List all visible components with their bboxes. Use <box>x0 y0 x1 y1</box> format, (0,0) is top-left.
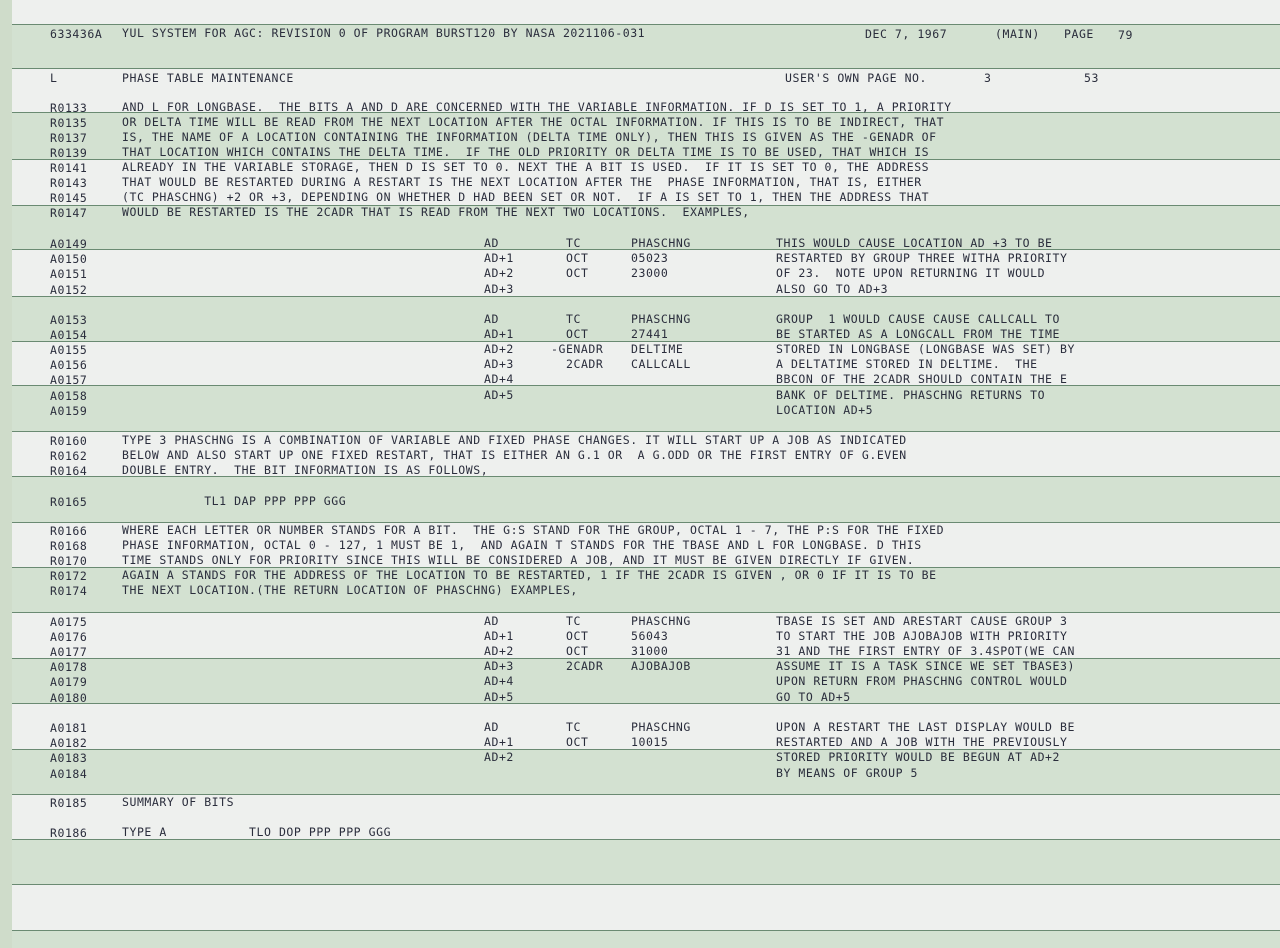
line-id: R0162 <box>50 449 88 463</box>
line-id: A0149 <box>50 237 88 251</box>
code-address: AD <box>484 236 499 250</box>
line-id: R0170 <box>50 554 88 568</box>
code-comment: BE STARTED AS A LONGCALL FROM THE TIME <box>776 327 1060 341</box>
log-section-title: PHASE TABLE MAINTENANCE <box>122 71 294 85</box>
line-id: R0166 <box>50 524 88 538</box>
code-operand: AJOBAJOB <box>631 659 691 673</box>
page-number: 79 <box>1118 28 1133 42</box>
code-opcode: TC <box>566 312 581 326</box>
white-band <box>12 0 1280 24</box>
line-id: R0168 <box>50 539 88 553</box>
line-text: OR DELTA TIME WILL BE READ FROM THE NEXT LOCATION AFTER THE OCTAL INFORMATION. IF THIS IS TO BE INDIRECT, THAT <box>122 115 945 129</box>
band-divider <box>12 24 1280 25</box>
line-text: THAT WOULD BE RESTARTED DURING A RESTART IS THE NEXT LOCATION AFTER THE PHASE INFORMATION, THAT IS, EITHER <box>122 175 922 189</box>
line-text: SUMMARY OF BITS <box>122 795 235 809</box>
line-text: DOUBLE ENTRY. THE BIT INFORMATION IS AS FOLLOWS, <box>122 463 489 477</box>
section-label: (MAIN) <box>995 27 1040 41</box>
line-text: TYPE 3 PHASCHNG IS A COMBINATION OF VARIABLE AND FIXED PHASE CHANGES. IT WILL START UP A JOB AS INDICATED <box>122 433 907 447</box>
line-id: A0184 <box>50 767 88 781</box>
code-address: AD+1 <box>484 327 514 341</box>
line-id: R0133 <box>50 101 88 115</box>
code-opcode: TC <box>566 720 581 734</box>
code-address: AD <box>484 614 499 628</box>
code-opcode: OCT <box>566 327 589 341</box>
line-id: R0135 <box>50 116 88 130</box>
line-id: R0141 <box>50 161 88 175</box>
code-opcode: OCT <box>566 629 589 643</box>
line-text: TYPE A TLO DOP PPP PPP GGG <box>122 825 392 839</box>
code-operand: PHASCHNG <box>631 312 691 326</box>
line-id: R0147 <box>50 206 88 220</box>
line-text: THAT LOCATION WHICH CONTAINS THE DELTA TIME. IF THE OLD PRIORITY OR DELTA TIME IS TO BE USED, THAT WHICH IS <box>122 145 930 159</box>
line-id: A0150 <box>50 252 88 266</box>
code-address: AD <box>484 312 499 326</box>
user-page-label: USER'S OWN PAGE NO. <box>785 71 927 85</box>
line-id: A0154 <box>50 328 88 342</box>
line-id: A0180 <box>50 691 88 705</box>
page-code: 53 <box>1084 71 1099 85</box>
code-comment: TO START THE JOB AJOBAJOB WITH PRIORITY <box>776 629 1068 643</box>
job-id: 633436A <box>50 27 103 41</box>
green-band <box>12 749 1280 794</box>
code-comment: STORED PRIORITY WOULD BE BEGUN AT AD+2 <box>776 750 1060 764</box>
green-band <box>12 930 1280 948</box>
line-id: A0178 <box>50 660 88 674</box>
code-opcode: -GENADR <box>551 342 604 356</box>
line-text: AND L FOR LONGBASE. THE BITS A AND D ARE CONCERNED WITH THE VARIABLE INFORMATION. IF D IS SET TO 1, A PRIORITY <box>122 100 952 114</box>
code-operand: 23000 <box>631 266 669 280</box>
code-opcode: 2CADR <box>566 659 604 673</box>
line-id: A0153 <box>50 313 88 327</box>
code-comment: 31 AND THE FIRST ENTRY OF 3.4SPOT(WE CAN <box>776 644 1075 658</box>
code-address: AD+2 <box>484 266 514 280</box>
code-comment: UPON A RESTART THE LAST DISPLAY WOULD BE <box>776 720 1075 734</box>
band-divider <box>12 296 1280 297</box>
page-label: PAGE <box>1064 27 1094 41</box>
line-id: R0172 <box>50 569 88 583</box>
code-address: AD+2 <box>484 644 514 658</box>
line-id: R0160 <box>50 434 88 448</box>
code-opcode: OCT <box>566 735 589 749</box>
code-comment: ALSO GO TO AD+3 <box>776 282 889 296</box>
line-text: TIME STANDS ONLY FOR PRIORITY SINCE THIS WILL BE CONSIDERED A JOB, AND IT MUST BE GIVEN DIRECTLY IF GIVEN. <box>122 553 915 567</box>
line-text: IS, THE NAME OF A LOCATION CONTAINING THE INFORMATION (DELTA TIME ONLY), THEN THIS IS GIVEN AS THE -GENADR OF <box>122 130 937 144</box>
code-operand: 10015 <box>631 735 669 749</box>
code-opcode: 2CADR <box>566 357 604 371</box>
line-id: A0177 <box>50 645 88 659</box>
code-comment: STORED IN LONGBASE (LONGBASE WAS SET) BY <box>776 342 1075 356</box>
line-id: R0139 <box>50 146 88 160</box>
code-opcode: TC <box>566 614 581 628</box>
line-text: WOULD BE RESTARTED IS THE 2CADR THAT IS READ FROM THE NEXT TWO LOCATIONS. EXAMPLES, <box>122 205 750 219</box>
code-operand: PHASCHNG <box>631 720 691 734</box>
code-opcode: OCT <box>566 251 589 265</box>
print-date: DEC 7, 1967 <box>865 27 948 41</box>
line-text: AGAIN A STANDS FOR THE ADDRESS OF THE LOCATION TO BE RESTARTED, 1 IF THE 2CADR IS GIVEN , OR 0 IF IT IS TO BE <box>122 568 937 582</box>
code-operand: PHASCHNG <box>631 614 691 628</box>
line-id: A0159 <box>50 404 88 418</box>
code-comment: RESTARTED AND A JOB WITH THE PREVIOUSLY <box>776 735 1068 749</box>
code-address: AD+5 <box>484 690 514 704</box>
green-band <box>12 385 1280 431</box>
code-comment: THIS WOULD CAUSE LOCATION AD +3 TO BE <box>776 236 1053 250</box>
line-id: R0185 <box>50 796 88 810</box>
code-comment: A DELTATIME STORED IN DELTIME. THE <box>776 357 1038 371</box>
code-address: AD+1 <box>484 629 514 643</box>
line-id: A0179 <box>50 675 88 689</box>
code-operand: PHASCHNG <box>631 236 691 250</box>
line-text: TL1 DAP PPP PPP GGG <box>122 494 347 508</box>
code-opcode: TC <box>566 236 581 250</box>
code-comment: UPON RETURN FROM PHASCHNG CONTROL WOULD <box>776 674 1068 688</box>
code-address: AD <box>484 720 499 734</box>
code-comment: GO TO AD+5 <box>776 690 851 704</box>
code-address: AD+4 <box>484 674 514 688</box>
line-id: R0165 <box>50 495 88 509</box>
line-id: A0183 <box>50 751 88 765</box>
line-text: (TC PHASCHNG) +2 OR +3, DEPENDING ON WHETHER D HAD BEEN SET OR NOT. IF A IS SET TO 1, THEN THE ADDRESS THAT <box>122 190 930 204</box>
line-id: A0155 <box>50 343 88 357</box>
code-comment: TBASE IS SET AND ARESTART CAUSE GROUP 3 <box>776 614 1068 628</box>
code-address: AD+2 <box>484 342 514 356</box>
band-divider <box>12 930 1280 931</box>
code-comment: BY MEANS OF GROUP 5 <box>776 766 918 780</box>
band-divider <box>12 703 1280 704</box>
line-id: A0158 <box>50 389 88 403</box>
line-id: A0181 <box>50 721 88 735</box>
line-text: PHASE INFORMATION, OCTAL 0 - 127, 1 MUST BE 1, AND AGAIN T STANDS FOR THE TBASE AND L FOR LONGBASE. D THIS <box>122 538 922 552</box>
code-operand: CALLCALL <box>631 357 691 371</box>
code-address: AD+3 <box>484 357 514 371</box>
code-opcode: OCT <box>566 644 589 658</box>
line-text: THE NEXT LOCATION.(THE RETURN LOCATION OF PHASCHNG) EXAMPLES, <box>122 583 578 597</box>
line-id: A0152 <box>50 283 88 297</box>
line-id: A0151 <box>50 267 88 281</box>
code-comment: OF 23. NOTE UPON RETURNING IT WOULD <box>776 266 1046 280</box>
code-address: AD+4 <box>484 372 514 386</box>
code-comment: GROUP 1 WOULD CAUSE CAUSE CALLCALL TO <box>776 312 1060 326</box>
line-id: R0145 <box>50 191 88 205</box>
band-divider <box>12 385 1280 386</box>
code-address: AD+2 <box>484 750 514 764</box>
line-id: R0143 <box>50 176 88 190</box>
line-id: A0156 <box>50 358 88 372</box>
line-id: R0174 <box>50 584 88 598</box>
code-address: AD+5 <box>484 388 514 402</box>
code-address: AD+1 <box>484 735 514 749</box>
line-id: R0164 <box>50 464 88 478</box>
code-operand: DELTIME <box>631 342 684 356</box>
code-comment: BANK OF DELTIME. PHASCHNG RETURNS TO <box>776 388 1046 402</box>
band-divider <box>12 68 1280 69</box>
green-band <box>12 839 1280 884</box>
log-section-marker: L <box>50 71 58 85</box>
user-page-number: 3 <box>984 71 992 85</box>
program-title: YUL SYSTEM FOR AGC: REVISION 0 OF PROGRAM BURST120 BY NASA 2021106-031 <box>122 26 646 40</box>
code-comment: BBCON OF THE 2CADR SHOULD CONTAIN THE E <box>776 372 1068 386</box>
line-id: R0137 <box>50 131 88 145</box>
line-id: A0182 <box>50 736 88 750</box>
code-operand: 31000 <box>631 644 669 658</box>
line-text: BELOW AND ALSO START UP ONE FIXED RESTART, THAT IS EITHER AN G.1 OR A G.ODD OR THE FIRST ENTRY OF G.EVEN <box>122 448 907 462</box>
code-address: AD+3 <box>484 282 514 296</box>
code-comment: LOCATION AD+5 <box>776 403 874 417</box>
line-id: A0175 <box>50 615 88 629</box>
band-divider <box>12 612 1280 613</box>
code-operand: 27441 <box>631 327 669 341</box>
code-operand: 56043 <box>631 629 669 643</box>
code-opcode: OCT <box>566 266 589 280</box>
code-comment: ASSUME IT IS A TASK SINCE WE SET TBASE3) <box>776 659 1075 673</box>
code-operand: 05023 <box>631 251 669 265</box>
line-id: A0157 <box>50 373 88 387</box>
white-band <box>12 884 1280 930</box>
band-divider <box>12 431 1280 432</box>
code-comment: RESTARTED BY GROUP THREE WITHA PRIORITY <box>776 251 1068 265</box>
code-address: AD+1 <box>484 251 514 265</box>
line-id: R0186 <box>50 826 88 840</box>
line-id: A0176 <box>50 630 88 644</box>
line-text: WHERE EACH LETTER OR NUMBER STANDS FOR A BIT. THE G:S STAND FOR THE GROUP, OCTAL 1 - 7, THE P:S FOR THE FIXED <box>122 523 945 537</box>
line-text: ALREADY IN THE VARIABLE STORAGE, THEN D IS SET TO 0. NEXT THE A BIT IS USED. IF IT IS SET TO 0, THE ADDRESS <box>122 160 930 174</box>
band-divider <box>12 884 1280 885</box>
code-address: AD+3 <box>484 659 514 673</box>
